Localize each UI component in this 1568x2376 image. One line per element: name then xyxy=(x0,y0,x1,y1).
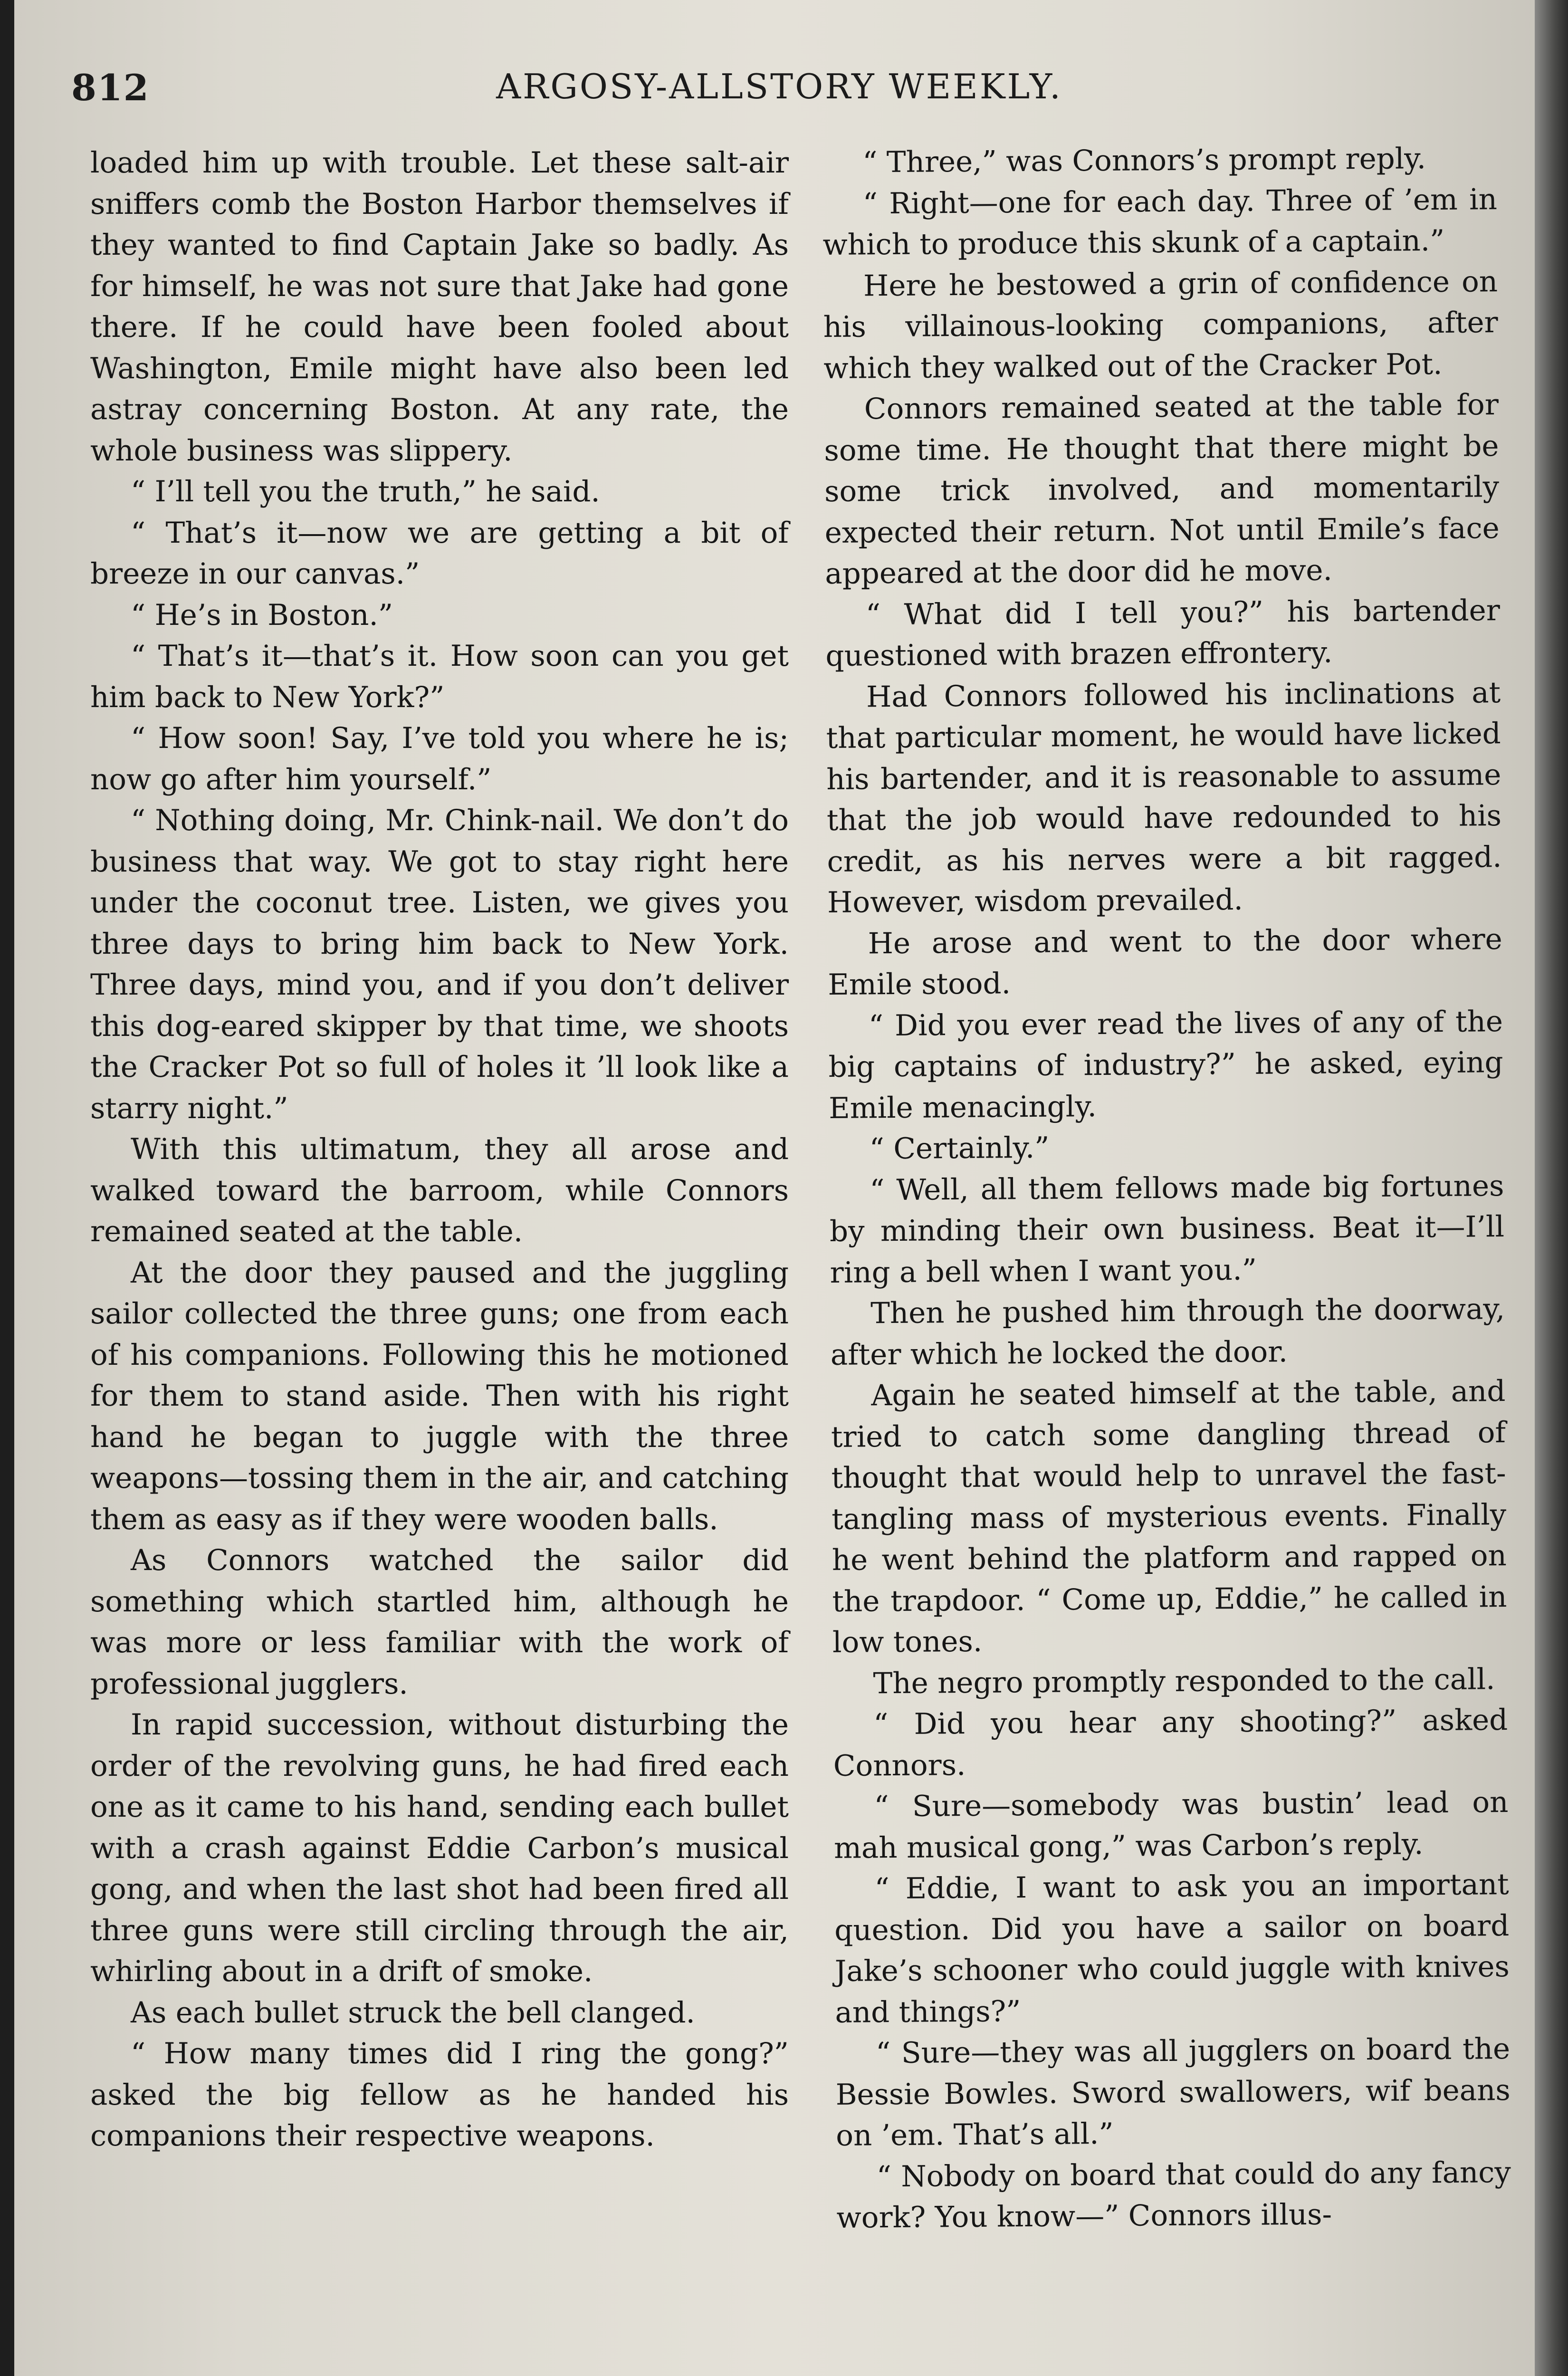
paragraph: At the door they paused and the juggling sailor collected the three guns; one from each of his companions. Following this he motioned for them to stand aside. Then with his right hand he began to juggle with the three weapons—tossing them in the air, and catching them as easy as if they were wooden balls. xyxy=(90,1255,789,1536)
page xyxy=(14,0,1535,2376)
paragraph: In rapid succession, without disturbing the order of the revolving guns, he had fired each one as it came to his hand, sending each bullet with a crash against Eddie Carbon’s musical gong, and when the last shot had been fired all three guns were still circling through the air, whirling about in a drift of smoke. xyxy=(90,1708,789,1988)
paragraph: loaded him up with trouble. Let these salt-air sniffers comb the Boston Harbor themselves if they wanted to find Captain Jake so badly. As for himself, he was not sure that Jake had gone there. If he could have been fooled about Washington, Emile might have also been led astray concerning Boston. At any rate, the whole business was slippery. xyxy=(90,146,789,468)
paragraph: “ Sure—somebody was bustin’ lead on mah musical gong,” was Carbon’s reply. xyxy=(833,1785,1509,1865)
paragraph: “ Eddie, I want to ask you an important question. Did you have a sailor on board Jake’s schooner who could juggle with knives and things?” xyxy=(834,1867,1510,2030)
paragraph: “ Did you ever read the lives of any of the big captains of industry?” he asked, eying Emile menacingly. xyxy=(828,1004,1503,1125)
paragraph: He arose and went to the door where Emile stood. xyxy=(828,922,1502,1002)
page-header xyxy=(71,67,1487,119)
paragraph: As each bullet struck the bell clanged. xyxy=(131,1995,695,2030)
paragraph: “ He’s in Boston.” xyxy=(131,598,393,632)
paragraph: “ How many times did I ring the gong?” asked the big fellow as he handed his companions their respective weapons. xyxy=(90,2037,789,2153)
paragraph: “ That’s it—now we are getting a bit of breeze in our canvas.” xyxy=(90,516,789,591)
paragraph: Here he bestowed a grin of confidence on his villainous-looking companions, after which they walked out of the Cracker Pot. xyxy=(823,264,1498,385)
paragraph: “ Certainly.” xyxy=(869,1131,1050,1166)
paragraph: “ That’s it—that’s it. How soon can you get him back to New York?” xyxy=(90,639,789,714)
paragraph: “ Nothing doing, Mr. Chink-nail. We don’t do business that way. We got to stay right here under the coconut tree. Listen, we gives you three days to bring him back to New York. Three days, mind you, and if you don’t deliver this dog-eared skipper by that time, we shoots the Cracker Pot so full of holes it ’ll look like a starry night.” xyxy=(90,804,789,1125)
book-spine-shadow xyxy=(1535,0,1568,2376)
running-title: ARGOSY-ALLSTORY WEEKLY. xyxy=(496,67,1062,106)
right-column xyxy=(822,138,1511,2239)
paragraph: “ Nobody on board that could do any fancy work? You know—” Connors illus- xyxy=(836,2155,1511,2235)
paragraph: “ I’ll tell you the truth,” he said. xyxy=(131,475,600,508)
paragraph: “ Sure—they was all jugglers on board the Bessie Bowles. Sword swallowers, wif beans on ’em. That’s all.” xyxy=(835,2031,1511,2153)
paragraph: Had Connors followed his inclinations at that particular moment, he would have licked his bartender, and it is reasonable to assume that the job would have redounded to his credit, as his nerves were a bit ragged. However, wisdom prevailed. xyxy=(826,675,1502,920)
paragraph: Connors remained seated at the table for some time. He thought that there might be some trick involved, and momentarily expected their return. Not until Emile’s face appeared at the door did he move. xyxy=(824,388,1500,591)
paragraph: With this ultimatum, they all arose and walked toward the barroom, while Connors remained seated at the table. xyxy=(90,1132,789,1248)
paragraph: “ What did I tell you?” his bartender questioned with brazen effrontery. xyxy=(825,593,1501,673)
paragraph: “ Three,” was Connors’s prompt reply. xyxy=(862,142,1426,180)
paragraph: The negro promptly responded to the call. xyxy=(873,1662,1495,1700)
paragraph: Then he pushed him through the doorway, after which he locked the door. xyxy=(830,1292,1505,1372)
paragraph: “ Right—one for each day. Three of ’em in which to produce this skunk of a captain.” xyxy=(822,182,1498,262)
paragraph: As Connors watched the sailor did something which startled him, although he was more or less familiar with the work of professional jugglers. xyxy=(90,1543,789,1701)
paragraph: Again he seated himself at the table, and tried to catch some dangling thread of thought that would help to unravel the fast-tangling mass of mysterious events. Finally he went behind the platform and rapped on the trapdoor. “ Come up, Eddie,” he called in low tones. xyxy=(831,1374,1507,1659)
paragraph: “ How soon! Say, I’ve told you where he is; now go after him yourself.” xyxy=(90,721,789,796)
paragraph: “ Well, all them fellows made big fortunes by minding their own business. Beat it—I’ll ring a bell when I want you.” xyxy=(829,1169,1505,1290)
paragraph: “ Did you hear any shooting?” asked Connors. xyxy=(833,1703,1508,1783)
page-number: 812 xyxy=(71,67,150,109)
left-column xyxy=(90,143,789,2157)
